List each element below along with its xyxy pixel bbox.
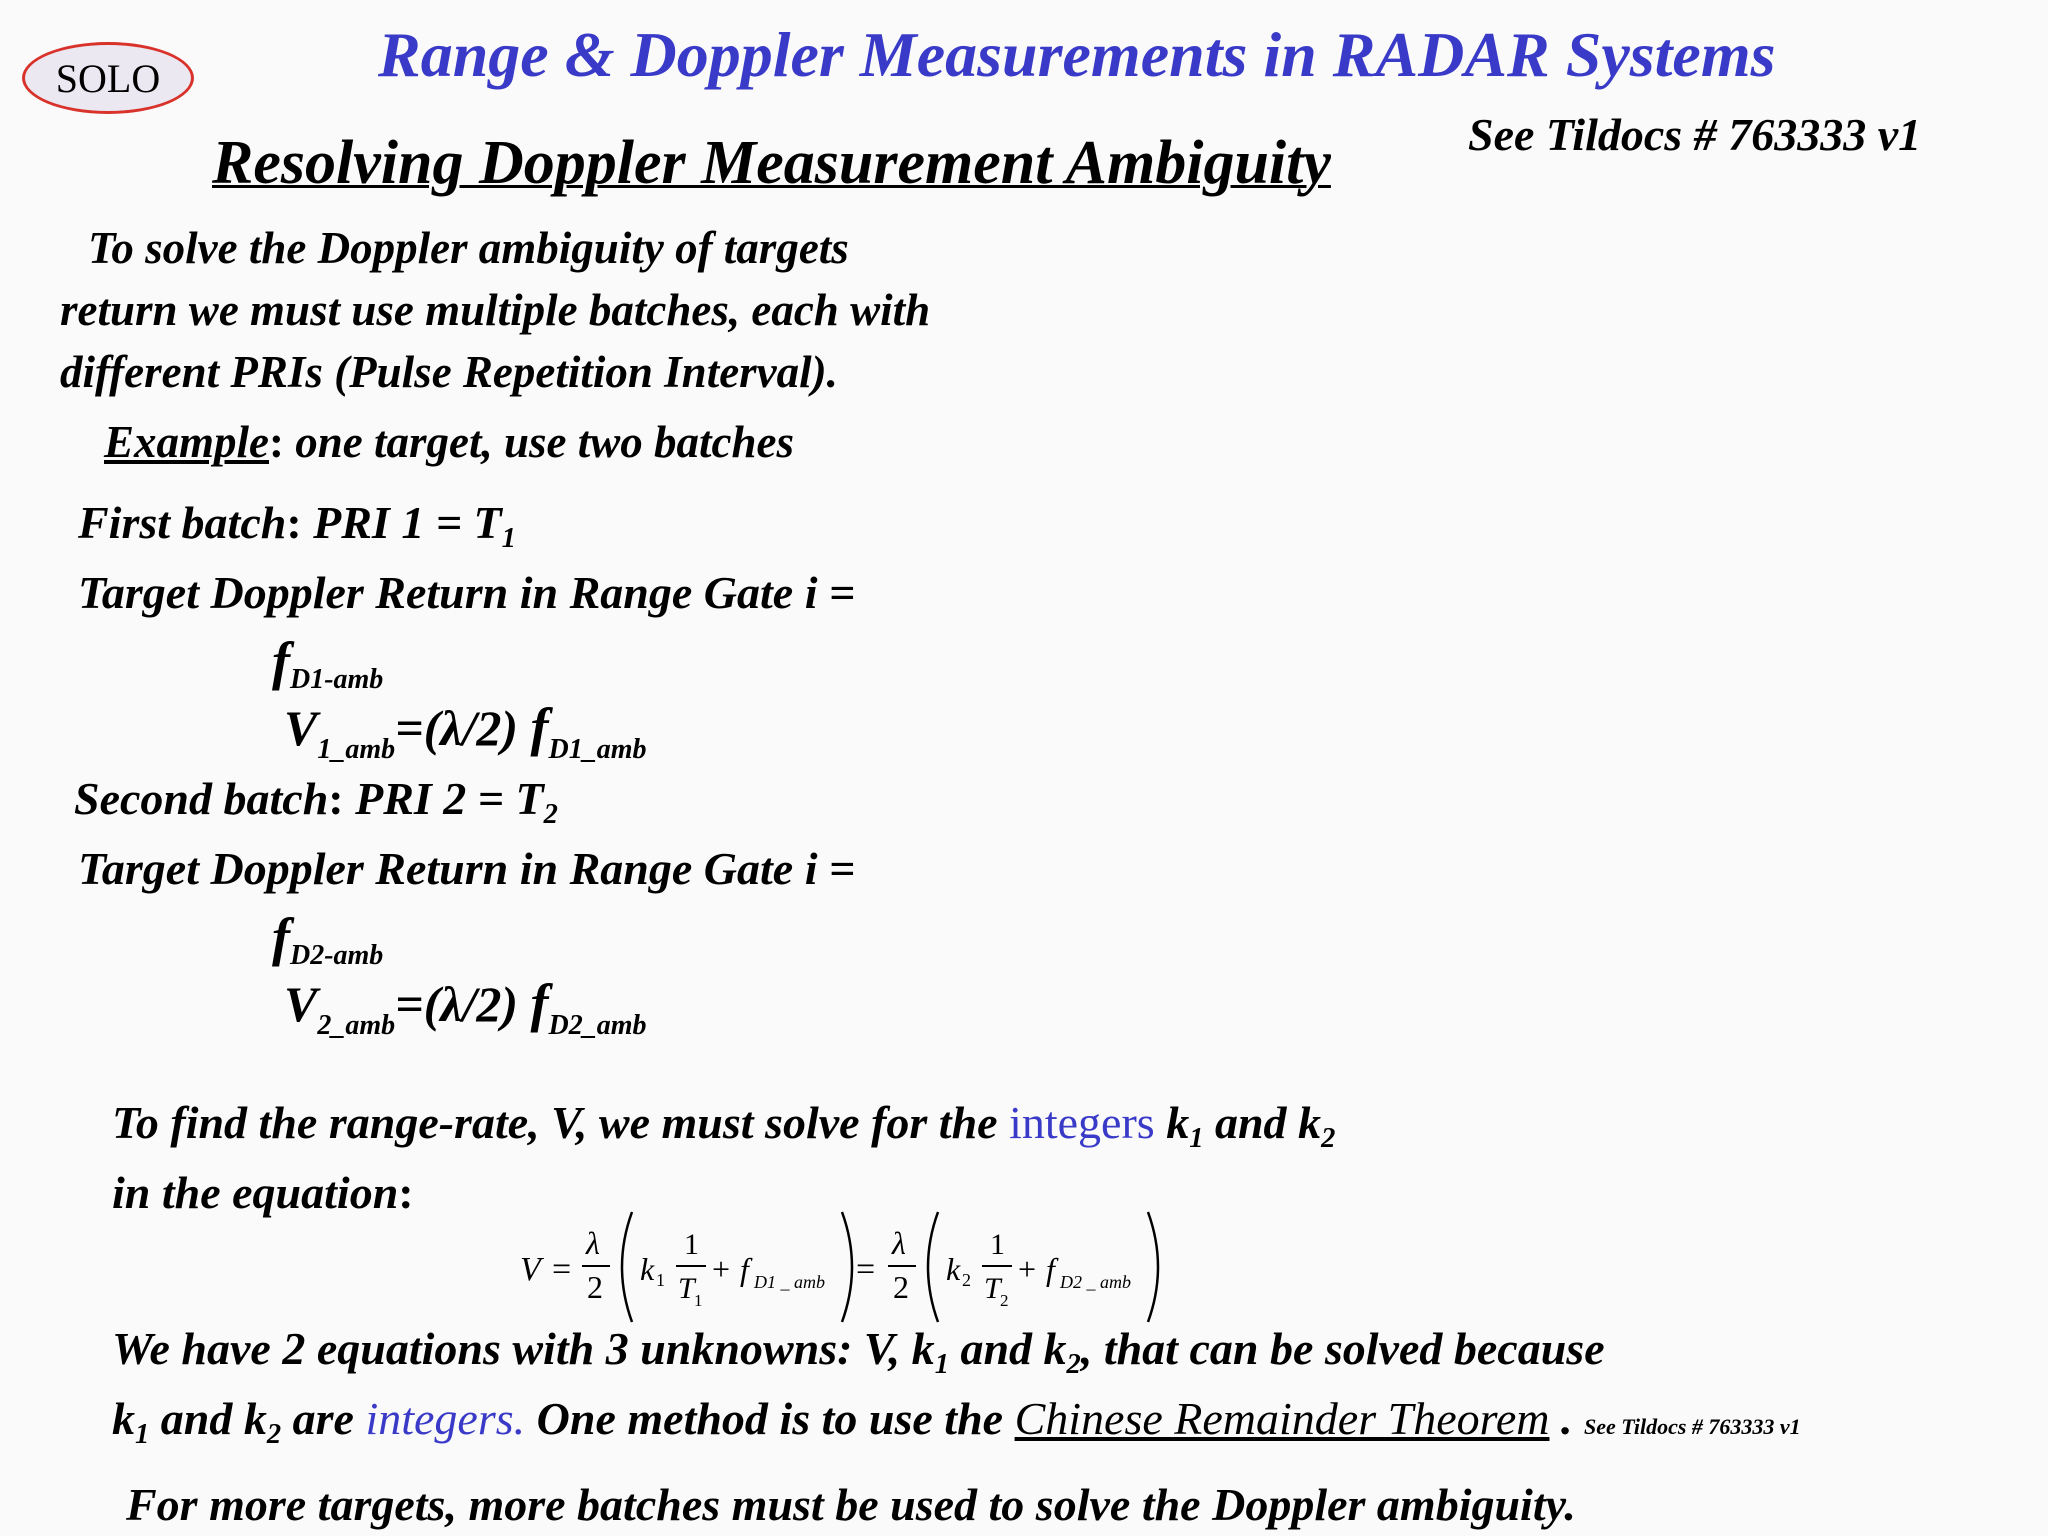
find-k2: 2 <box>1321 1123 1336 1155</box>
find-k1: 1 <box>1189 1123 1204 1155</box>
formula-paren-close-1 <box>842 1212 852 1322</box>
find-k: k <box>1154 1097 1190 1148</box>
formula-paren-open-1 <box>622 1212 632 1322</box>
batch2-v-sub: 2_amb <box>317 1009 396 1041</box>
formula-k-2: k <box>946 1251 961 1287</box>
method-line <box>112 1392 1801 1451</box>
method-k: k <box>112 1393 135 1444</box>
method-are: are <box>281 1393 366 1444</box>
batch1-colon: : <box>286 497 302 548</box>
formula-eq-2: = <box>856 1251 876 1288</box>
solo-logo: SOLO <box>22 42 194 114</box>
find-line-2-colon: : <box>398 1167 414 1218</box>
batch2-v-f-sub: D2_amb <box>548 1009 647 1041</box>
find-and: and k <box>1203 1097 1322 1148</box>
batch1-label: First batch <box>78 497 287 548</box>
batch2-v: V <box>284 976 318 1032</box>
batch2-line <box>74 772 558 831</box>
batch1-v-sub: 1_amb <box>317 733 396 765</box>
find-line-2 <box>112 1166 414 1219</box>
unknowns-k2: 2 <box>1066 1349 1081 1381</box>
method-and: and k <box>149 1393 267 1444</box>
batch1-pri: PRI 1 = T <box>301 497 502 548</box>
example-colon: : <box>269 417 284 467</box>
unknowns-post: , that can be solved because <box>1080 1323 1605 1374</box>
batch2-colon: : <box>328 773 344 824</box>
closing-line: For more targets, more batches must be used to solve the Doppler ambiguity. <box>126 1479 1576 1530</box>
example-line <box>104 416 794 468</box>
batch1-v-amb <box>284 696 647 765</box>
formula-plus-1: + <box>712 1251 731 1287</box>
formula-k-sub-2: 2 <box>962 1270 971 1290</box>
formula-f-sub-2: D2 _ amb <box>1060 1272 1131 1292</box>
method-text: One method is to use the <box>525 1393 1015 1444</box>
formula-k-sub-1: 1 <box>656 1270 665 1290</box>
formula-t-sub-2: 2 <box>1000 1291 1009 1310</box>
doppler-formula <box>500 1200 1200 1330</box>
batch1-v: V <box>284 700 318 756</box>
formula-t-sub-1: 1 <box>694 1291 703 1310</box>
formula-k-1: k <box>640 1251 655 1287</box>
find-line-1 <box>112 1096 1336 1155</box>
batch1-v-f: f <box>530 697 549 757</box>
method-dot: . <box>1549 1393 1584 1444</box>
batch1-target-line: Target Doppler Return in Range Gate i = <box>78 567 856 618</box>
tildocs-reference: See Tildocs # 763333 v1 <box>1468 109 1922 160</box>
batch2-pri-sub: 2 <box>543 799 558 831</box>
formula-plus-2: + <box>1018 1251 1037 1287</box>
formula-f-sub-1: D1 _ amb <box>754 1272 825 1292</box>
unknowns-k1: 1 <box>934 1349 949 1381</box>
intro-line-2: return we must use multiple batches, each with <box>60 285 931 335</box>
formula-two-1: 2 <box>587 1269 603 1305</box>
example-text: one target, use two batches <box>284 417 795 467</box>
find-pre: To find the range-rate, V, we must solve for the <box>112 1097 1010 1148</box>
batch2-v-f: f <box>530 973 549 1033</box>
batch1-v-f-sub: D1_amb <box>548 733 647 765</box>
formula-one-1: 1 <box>684 1228 699 1261</box>
integers-term: integers <box>1009 1097 1155 1148</box>
formula-one-2: 1 <box>990 1228 1005 1261</box>
batch2-f-sub: D2-amb <box>289 939 384 971</box>
formula-eq-1: = <box>552 1251 572 1288</box>
method-k1: 1 <box>135 1419 150 1451</box>
batch1-f-amb <box>272 630 384 695</box>
unknowns-line <box>112 1322 1605 1381</box>
formula-lambda-2: λ <box>892 1225 906 1261</box>
formula-two-2: 2 <box>893 1269 909 1305</box>
intro-line-3: different PRIs (Pulse Repetition Interval). <box>60 347 838 397</box>
slide-subtitle: Resolving Doppler Measurement Ambiguity <box>212 129 1331 197</box>
example-label: Example <box>104 417 269 467</box>
batch1-f-sub: D1-amb <box>289 663 384 695</box>
unknowns-pre: We have 2 equations with 3 unknowns: V, k <box>112 1323 935 1374</box>
find-line-2-text: in the equation <box>112 1167 399 1218</box>
formula-t-1: T <box>678 1272 695 1305</box>
batch1-f: f <box>272 631 290 691</box>
page-title: Range & Doppler Measurements in RADAR Systems <box>378 19 1776 90</box>
formula-f-1: f <box>740 1251 749 1287</box>
batch1-pri-sub: 1 <box>501 523 516 555</box>
unknowns-mid: and k <box>948 1323 1067 1374</box>
batch1-line <box>78 496 516 555</box>
method-integers: integers. <box>365 1393 526 1444</box>
batch2-f-amb <box>272 906 384 971</box>
formula-v: V <box>520 1251 541 1288</box>
formula-paren-close-2 <box>1148 1212 1158 1322</box>
chinese-remainder-theorem-link[interactable]: Chinese Remainder Theorem <box>1014 1393 1550 1444</box>
tildocs-reference-small: See Tildocs # 763333 v1 <box>1583 1414 1801 1439</box>
formula-paren-open-2 <box>928 1212 938 1322</box>
intro-line-1: To solve the Doppler ambiguity of targets <box>88 223 849 273</box>
batch2-pri: PRI 2 = T <box>343 773 544 824</box>
method-k2: 2 <box>266 1419 282 1451</box>
batch2-v-mid: =(λ/2) <box>395 976 531 1032</box>
batch2-f: f <box>272 907 290 967</box>
formula-f-2: f <box>1046 1251 1055 1287</box>
batch2-label: Second batch <box>74 773 329 824</box>
batch2-v-amb <box>284 972 647 1041</box>
batch2-target-line: Target Doppler Return in Range Gate i = <box>78 843 856 894</box>
formula-t-2: T <box>984 1272 1001 1305</box>
formula-lambda-1: λ <box>586 1225 600 1261</box>
batch1-v-mid: =(λ/2) <box>395 700 531 756</box>
